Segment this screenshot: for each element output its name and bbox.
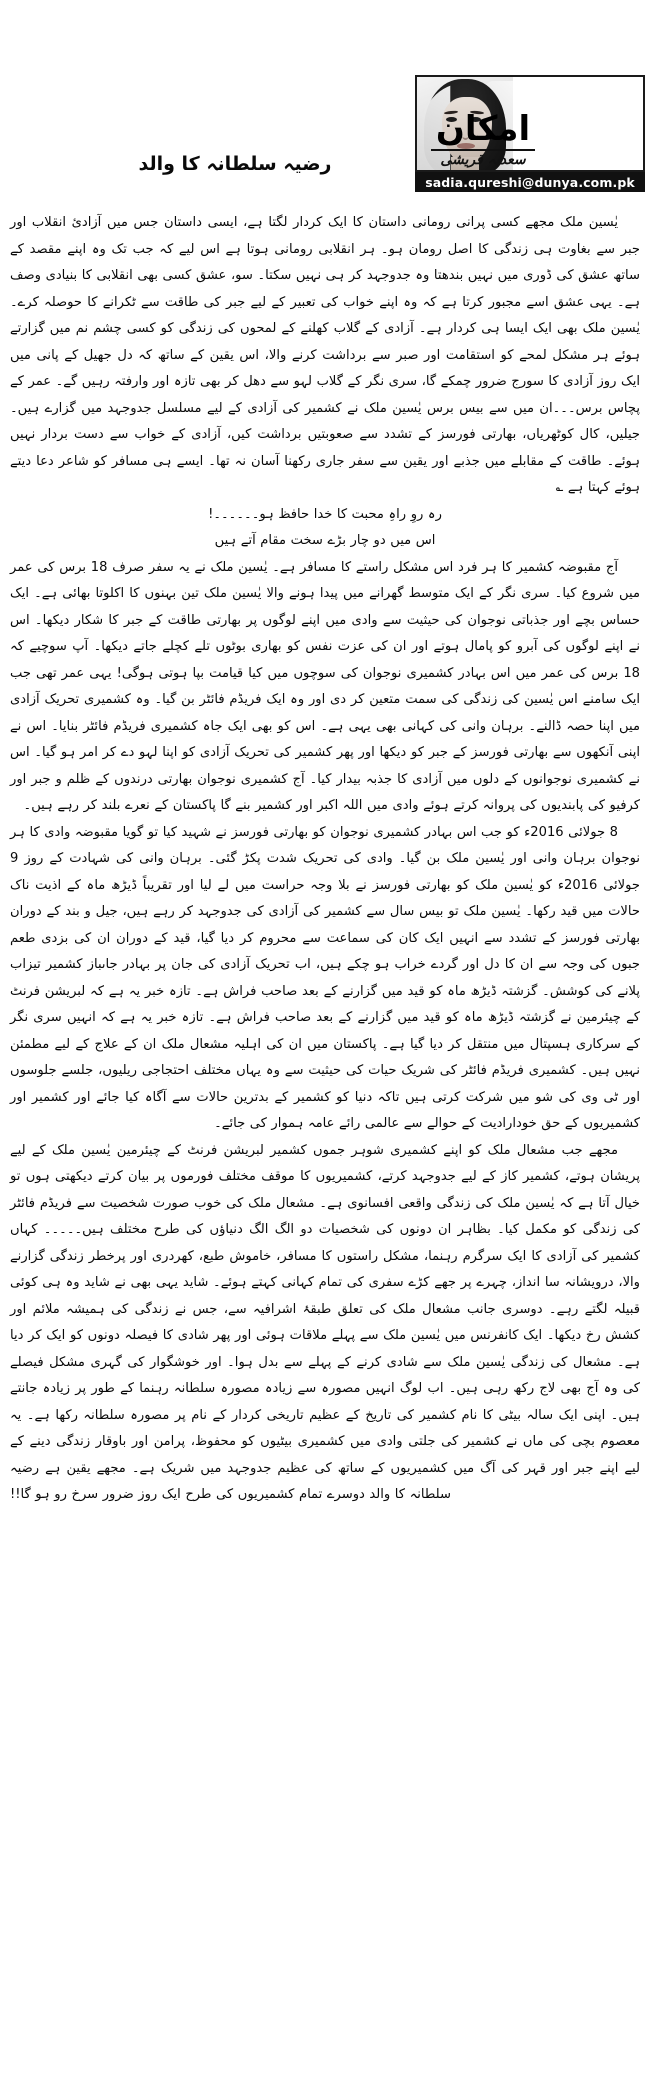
article-body	[10, 210, 640, 1509]
author-email-bar[interactable]: sadia.qureshi@dunya.com.pk	[415, 172, 645, 192]
article-paragraph: مجھے جب مشعال ملک کو اپنے کشمیری شوہر جموں کشمیر لبریشن فرنٹ کے چیئرمین یٰسین ملک کے لیے پریشان ہوتے، کشمیر کاز کے لیے جدوجہد کرتے، کشمیریوں کا موقف مختلف فورموں پر بیان کرتے دیکھتی ہوں تو خیال آتا ہے کہ یٰسین ملک کی زندگی واقعی افسانوی ہے۔ مشعال ملک کی خوب صورت شخصیت سے فریڈم فائٹر کی زندگی کو مکمل کیا۔ بظاہر ان دونوں کی شخصیات دو الگ الگ دنیاؤں کی طرح مختلف ہیں۔۔۔۔۔ کہاں کشمیر کی آزادی کا ایک سرگرم رہنما، مشکل راستوں کا مسافر، خاموش طبع، کھردری اور پرخطر زندگی گزارنے والا، درویشانہ سا انداز، چہرے پر جھے کڑے سفری کی تمام کہانی کہتے ہوئے۔ شاید یہی بھی نے شاید وہ ہی کوئی قبیلہ لگتے رہے۔ دوسری جانب مشعال ملک کی تعلق طبقۂ اشرافیہ سے، جس نے زندگی کی ہمیشہ ملائم اور کشش رخ دیکھا۔ ایک کانفرنس میں یٰسین ملک سے پہلے ملاقات ہوئی اور پھر شادی کا فیصلہ دونوں کو ایک کر دیا ہے۔ مشعال کی زندگی یٰسین ملک سے شادی کرنے کے پہلے سے بدل ہوا۔ اور خوشگوار کی گہری مشکل فیصلے کی وہ آج بھی لاج رکھ رہی ہیں۔ اب لوگ انہیں مصورہ سے زیادہ مصورہ سلطانہ رہنما کے طور پر زیادہ جانتے ہیں۔ اپنی ایک سالہ بیٹی کا نام کشمیر کی تاریخ کے عظیم تاریخی کردار کے نام پر مصورہ سلطانہ رکھا ہے۔ یہ معصوم بچی کی ماں نے کشمیر کی جلتی وادی میں کشمیری بیٹیوں کو محفوظ، پرامن اور باوقار زندگی دینے کے لیے اپنے جبر اور قہر کی آگ میں کشمیریوں کے ساتھ کی عظیم جدوجہد میں شریک ہے۔ مجھے یقین ہے رضیہ سلطانہ کا والد دوسرے تمام کشمیریوں کی طرح ایک روز ضرور سرخ رو ہو گا!!	[10, 1142, 640, 1502]
masthead-text-block	[419, 77, 547, 170]
column-masthead	[415, 75, 645, 172]
masthead-inner	[417, 77, 643, 170]
author-name: سعدیہ قریشی	[440, 151, 526, 168]
article-paragraph: یٰسین ملک مجھے کسی پرانی رومانی داستان کا ایک کردار لگتا ہے، ایسی داستان جس میں آزادیٔ انقلاب اور جبر سے بغاوت ہی زندگی کا اصل رومان ہو۔ ہر انقلابی رومانی ہوتا ہے اس لیے کہ جب تک وہ اپنے مقصد کے ساتھ عشق کی ڈوری میں نہیں بندھتا وہ جدوجہد کر ہی نہیں سکتا۔ سو، عشق کسی بھی انقلابی کا بنیادی وصف ہے۔ یہی عشق اسے مجبور کرتا ہے کہ وہ اپنے خواب کی تعبیر کے لیے جبر کی طاقت سے ٹکرانے کا حوصلہ کرے۔ یٰسین ملک بھی ایک ایسا ہی کردار ہے۔ آزادی کے گلاب کھلنے کے لمحوں کی زندگی کو کسی چشم نم میں گزارتے ہوئے ہر مشکل لمحے کو استقامت اور صبر سے برداشت کرنے والا، اس یقین کے ساتھ کہ دل جھیل کے پانی میں ایک روز آزادی کا سورج ضرور چمکے گا، سری نگر کے گلاب لہو سے دھل کر بھی تازہ اور وارفتہ رہیں گے۔ عمر کے پچاس برس۔۔۔ان میں سے بیس برس یٰسین ملک نے کشمیر کی آزادی کے لیے مسلسل جدوجہد میں گزارے ہیں۔ جیلیں، کال کوٹھریاں، بھارتی فورسز کے تشدد سے صعوبتیں برداشت کیں، آزادی کے خواب سے دست بردار نہیں ہوئے۔ طاقت کے مقابلے میں جذبے اور یقین سے سفر جاری رکھنا آسان نہ تھا۔ ایسے ہی مسافر کو شاعر دعا دیتے ہوئے کہتا ہے ؎	[10, 215, 640, 495]
article-couplet-line: رہ روِ راہِ محبت کا خدا حافظ ہو۔۔۔۔۔۔!	[208, 506, 442, 522]
article-couplet-line: اس میں دو چار بڑے سخت مقام آتے ہیں	[214, 533, 436, 548]
masthead-divider-rule	[431, 149, 535, 151]
article-paragraph: 8 جولائی 2016ء کو جب اس بہادر کشمیری نوجوان کو بھارتی فورسز نے شہید کیا تو گویا مقبوضہ وادی کا ہر نوجوان برہان وانی اور یٰسین ملک بن گیا۔ وادی کی تحریک شدت پکڑ گئی۔ برہان وانی کی شہادت کے روز 9 جولائی 2016ء کو یٰسین ملک کو بھارتی فورسز نے بلا وجہ حراست میں لے لیا اور تقریباً ڈیڑھ ماہ کے اذیت ناک حالات میں قید رکھا۔ یٰسین ملک تو بیس سال سے کشمیر کی آزادی کی جدوجہد کر رہے ہیں، جیل و بند کے دوران بھارتی فورسز کے تشدد سے انہیں ایک کان کی سماعت سے محروم کر دیا گیا، قید کے دوران ان کی بزدی طعم جبوں کی وجہ سے ان کا دل اور گردے خراب ہو چکے ہیں، اب تحریک آزادی کی جان پر بہادر جاںباز کشمیر تیزاب پلانے کی کوشش۔ گزشتہ ڈیڑھ ماہ کو قید میں گزارنے کے بعد صاحب فراش ہے۔ تازہ خبر یہ ہے کہ لبریشن فرنٹ کے چیئرمین نے گزشتہ ڈیڑھ ماہ کو قید میں گزارنے کے بعد صاحب فراش ہے۔ تازہ خبر یہ ہے کہ انہیں سری نگر کے سرکاری ہسپتال میں منتقل کر دیا گیا ہے۔ پاکستان میں ان کی اہلیہ مشعال ملک ان کے علاج کے لیے مطمئن نہیں ہیں۔ کشمیری فریڈم فائٹر کی شریک حیات کی حیثیت سے وہ یہاں مختلف احتجاجی ریلیوں، جلسے جلوسوں اور ٹی وی کی شو میں شرکت کرتی ہیں تاکہ دنیا کو کشمیر کے بدترین حالات سے آگاہ کیا جائے اور کشمیر اور کشمیریوں کے حق خودارادیت کے حوالے سے عالمی رائے عامہ ہموار کی جائے۔	[10, 824, 641, 1131]
column-title: امکان	[435, 108, 531, 149]
article-paragraph: آج مقبوضہ کشمیر کا ہر فرد اس مشکل راستے کا مسافر ہے۔ یٰسین ملک نے یہ سفر صرف 18 برس کی عمر میں شروع کیا۔ سری نگر کے ایک متوسط گھرانے میں پیدا ہونے والا یٰسین ملک تین بہنوں کا اکلوتا بھائی ہے۔ ایک حساس بچے اور جذباتی نوجوان کی حیثیت سے وادی میں اپنے لوگوں پر بھارتی طاقت کے جبر کا شکار دیکھا۔ اس نے اپنے لوگوں کی آبرو کو پامال ہوتے اور ان کی عزت نفس کو بھاری بوٹوں تلے کچلے جاتے دیکھا۔ آپ سوچیے کہ 18 برس کی عمر میں اس بہادر کشمیری نوجوان کی سوچوں میں کیا قیامت بپا ہوتی ہوگی! یہی عمر تھی جب ایک سامنے اس یٰسین کی زندگی کی سمت متعین کر دی اور وہ ایک فریڈم فائٹر بن گیا۔ وہ کشمیری تحریک آزادی میں اپنا حصہ ڈالنے۔ برہان وانی کی کہانی بھی یہی ہے۔ اس کو بھی ایک جاہ کشمیری فریڈم فائٹر بنایا۔ اس نے اپنی آنکھوں سے بھارتی فورسز کے جبر کو دیکھا اور پھر کشمیر کی تحریک آزادی کو اپنا لہو دے کر امر ہو گیا۔ اس نے کشمیری نوجوانوں کے دلوں میں آزادی کا جذبہ بیدار کیا۔ آج کشمیری نوجوان بھارتی درندوں کے ظلم و جبر اور کرفیو کی پابندیوں کی پروانہ کرتے ہوئے وادی میں اللہ اکبر اور کشمیر بنے گا پاکستان کے نعرے بلند کر رہے ہیں۔	[10, 559, 640, 813]
article-headline: رضیہ سلطانہ کا والد	[138, 153, 332, 175]
